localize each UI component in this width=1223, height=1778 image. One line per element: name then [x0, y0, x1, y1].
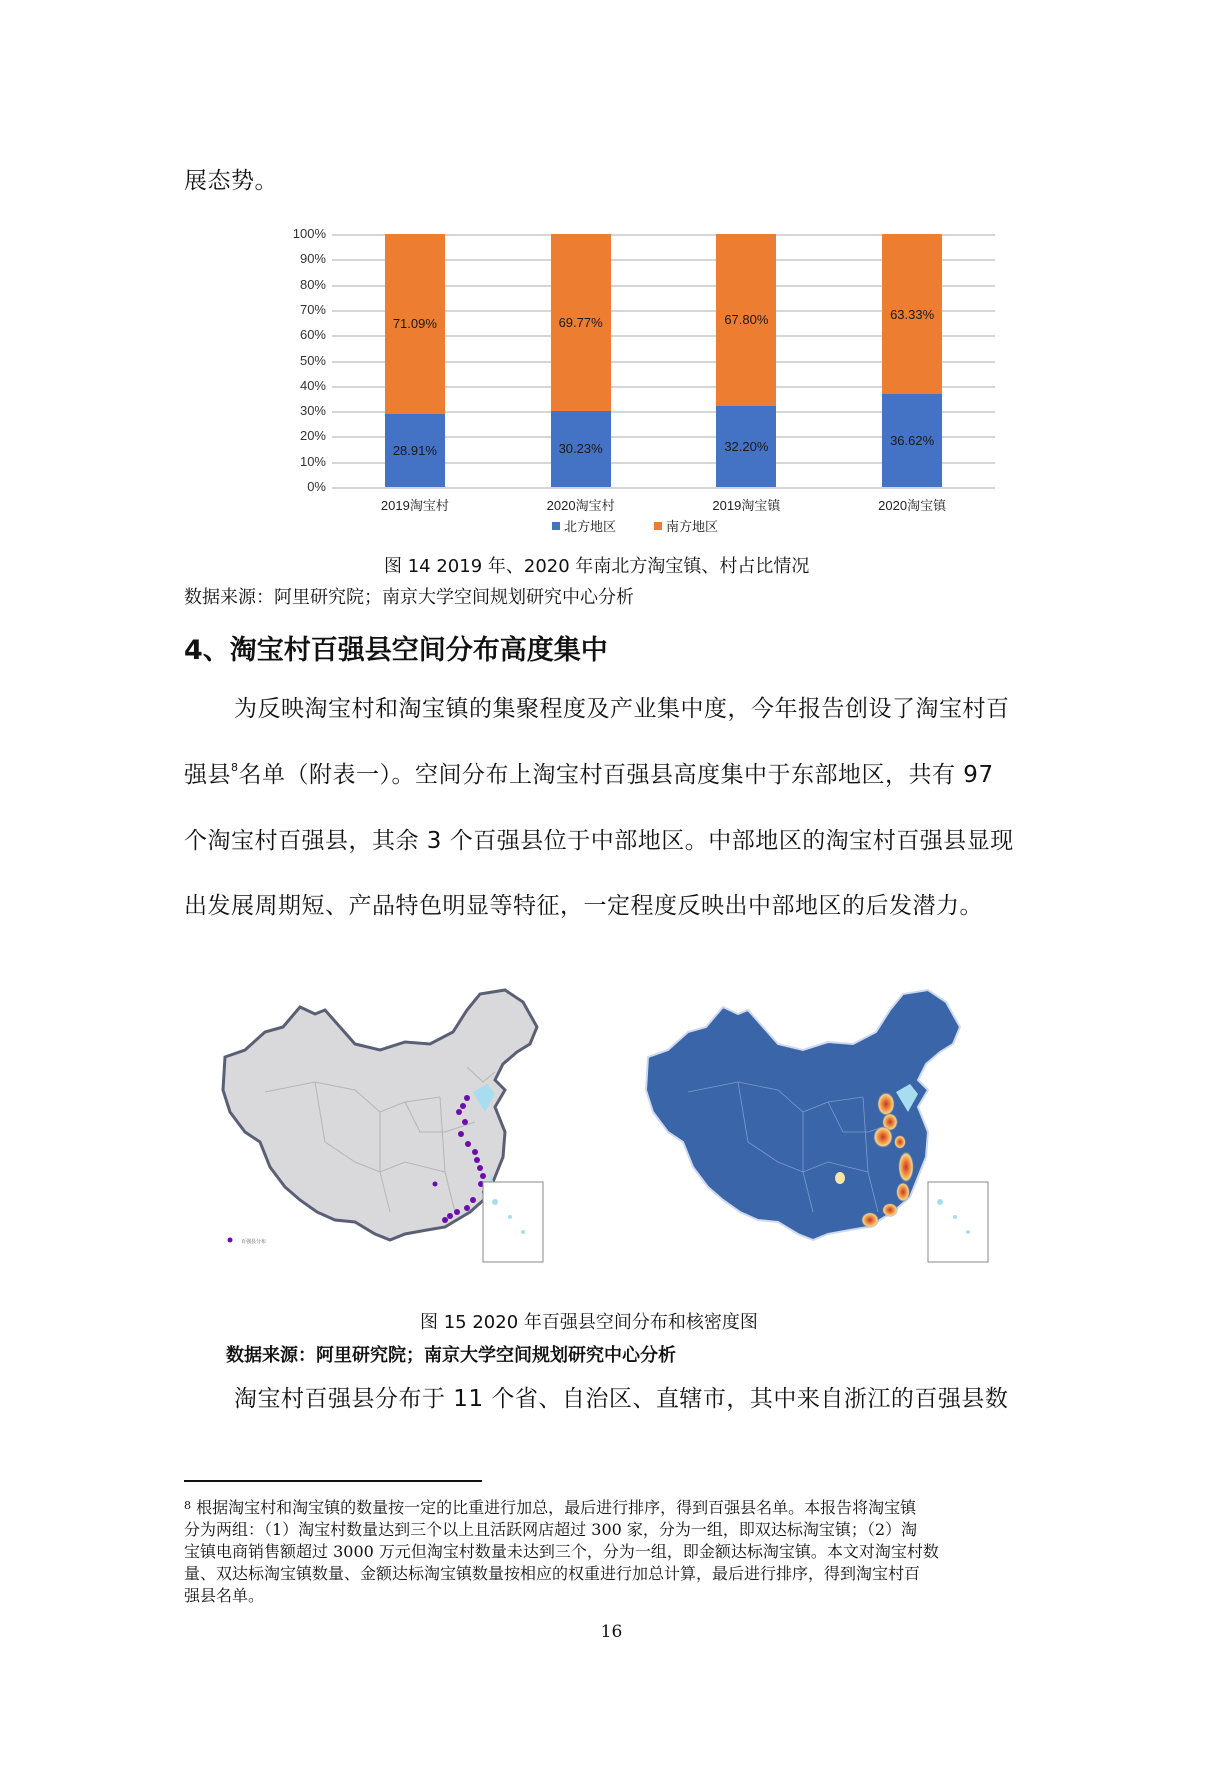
- text-span: 名单（附表一）。空间分布上淘宝村百强县高度集中于东部地区，共有 97: [238, 762, 994, 788]
- footnote-line-3: 宝镇电商销售额超过 3000 万元但淘宝村数量未达到三个，分为一组，即金额达标淘宝镇。本文对淘宝村数: [184, 1542, 939, 1561]
- legend-swatch-south: [654, 522, 662, 530]
- text-span: 根据淘宝村和淘宝镇的数量按一定的比重进行加总，最后进行排序，得到百强县名单。本报告将淘宝镇: [196, 1498, 917, 1517]
- stacked-bar: [385, 234, 445, 487]
- legend-label-south: 南方地区: [666, 519, 719, 534]
- footnote-8: [184, 1497, 939, 1607]
- footnote-marker: 8: [184, 1499, 191, 1512]
- y-tick-label: 60%: [299, 327, 326, 343]
- data-label: 67.80%: [724, 312, 769, 328]
- figure-15-caption: 图 15 2020 年百强县空间分布和核密度图: [420, 1312, 758, 1333]
- legend-label-north: 北方地区: [563, 519, 616, 534]
- paragraph-1-line-4: 出发展周期短、产品特色明显等特征，一定程度反映出中部地区的后发潜力。: [184, 893, 983, 919]
- stacked-bar: [716, 234, 776, 487]
- bar-segment-north: [551, 411, 611, 487]
- footnote-ref-8[interactable]: 8: [231, 761, 239, 774]
- chart-legend: [270, 516, 1000, 535]
- legend-item-south: [654, 516, 718, 535]
- paragraph-1-line-3: 个淘宝村百强县，其余 3 个百强县位于中部地区。中部地区的淘宝村百强县显现: [184, 828, 1014, 854]
- bar-segment-south: [385, 234, 445, 414]
- x-tick-label: 2020淘宝村: [546, 498, 615, 513]
- y-tick-label: 100%: [292, 226, 326, 241]
- text-span: 强县: [184, 762, 231, 788]
- paragraph-fragment: 展态势。: [184, 168, 278, 194]
- south-china-sea-inset: [928, 1182, 988, 1262]
- y-tick-label: 90%: [299, 251, 326, 267]
- y-tick-label: 20%: [299, 428, 326, 444]
- legend-swatch-north: [552, 522, 560, 530]
- map-point-distribution: [205, 972, 555, 1267]
- bar-segment-south: [716, 234, 776, 406]
- china-map-gray-icon: [205, 972, 555, 1267]
- footnote-line-4: 量、双达标淘宝镇数量、金额达标淘宝镇数量按相应的权重进行加总计算，最后进行排序，得到淘宝村百: [184, 1564, 921, 1583]
- map-kernel-density: [628, 972, 1008, 1267]
- section-heading: 4、淘宝村百强县空间分布高度集中: [184, 635, 608, 666]
- data-label: 63.33%: [890, 306, 935, 322]
- bar-segment-south: [882, 234, 942, 394]
- gridline: [332, 487, 995, 489]
- figure-14-caption: 图 14 2019 年、2020 年南北方淘宝镇、村占比情况: [384, 556, 810, 577]
- footnote-divider: [184, 1480, 482, 1482]
- x-tick-label: 2020淘宝镇: [878, 498, 947, 513]
- data-label: 36.62%: [890, 433, 935, 449]
- page-number: 16: [600, 1622, 623, 1642]
- y-tick-label: 70%: [299, 301, 326, 317]
- data-label: 30.23%: [558, 441, 603, 457]
- data-label: 28.91%: [392, 442, 437, 458]
- china-map-density-icon: [628, 972, 1008, 1267]
- stacked-bar-chart: [270, 222, 1000, 542]
- footnote-line-1: [184, 1497, 939, 1519]
- bar-segment-north: [716, 406, 776, 487]
- stacked-bar: [882, 234, 942, 487]
- data-label: 32.20%: [724, 438, 769, 454]
- y-tick-label: 0%: [307, 479, 326, 494]
- figure-15-source: 数据来源：阿里研究院；南京大学空间规划研究中心分析: [226, 1345, 676, 1366]
- footnote-line-5: 强县名单。: [184, 1586, 265, 1605]
- legend-item-north: [552, 516, 616, 535]
- legend-point-icon: [228, 1238, 233, 1243]
- south-china-sea-inset: [483, 1182, 543, 1262]
- figure-14-source: 数据来源：阿里研究院；南京大学空间规划研究中心分析: [184, 587, 634, 608]
- stacked-bar: [551, 234, 611, 487]
- data-label: 71.09%: [392, 316, 437, 332]
- x-tick-label: 2019淘宝村: [380, 498, 449, 513]
- bar-segment-north: [385, 414, 445, 487]
- y-tick-label: 80%: [299, 276, 326, 292]
- y-tick-label: 10%: [299, 453, 326, 469]
- paragraph-2-line-1: 淘宝村百强县分布于 11 个省、自治区、直辖市，其中来自浙江的百强县数: [234, 1386, 1009, 1412]
- paragraph-1-line-2: [184, 761, 994, 788]
- paragraph-1-line-1: 为反映淘宝村和淘宝镇的集聚程度及产业集中度，今年报告创设了淘宝村百: [234, 696, 1010, 722]
- bar-segment-south: [551, 234, 611, 411]
- footnote-line-2: 分为两组：（1）淘宝村数量达到三个以上且活跃网店超过 300 家，分为一组，即双达标淘宝镇；（2）淘: [184, 1520, 918, 1539]
- svg-text:百强县分布: 百强县分布: [241, 1239, 267, 1245]
- y-tick-label: 30%: [299, 403, 326, 419]
- x-tick-label: 2019淘宝镇: [712, 498, 781, 513]
- y-tick-label: 50%: [299, 352, 326, 368]
- y-tick-label: 40%: [299, 377, 326, 393]
- bar-segment-north: [882, 394, 942, 487]
- data-label: 69.77%: [558, 314, 603, 330]
